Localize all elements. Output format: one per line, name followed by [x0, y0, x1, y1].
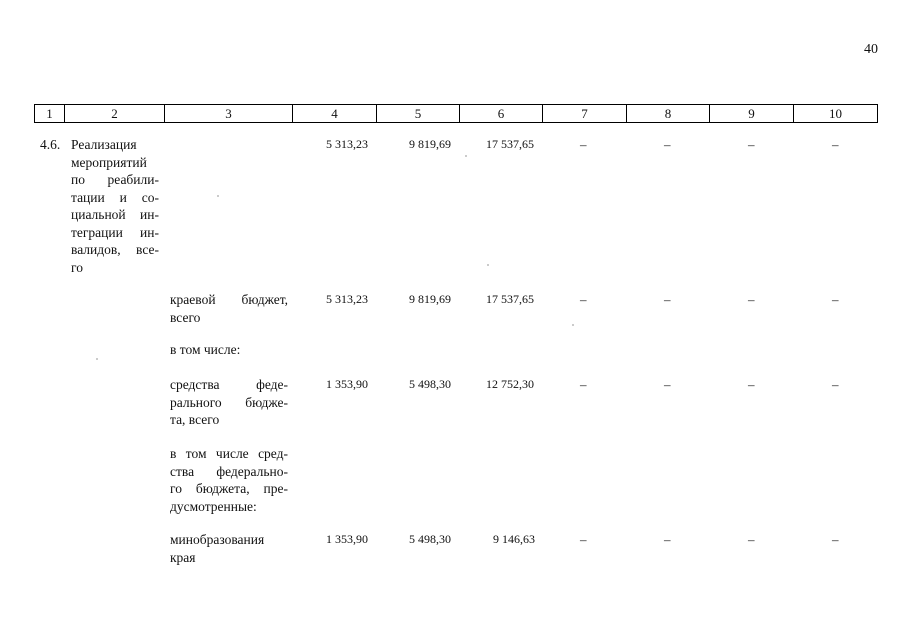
- federal-funds-label: [170, 376, 288, 429]
- row-title-line: тации и со-: [71, 189, 159, 205]
- value-col5: 9 819,69: [409, 292, 451, 306]
- column-header-6: 6: [460, 105, 543, 123]
- value-col6: 17 537,65: [486, 292, 534, 306]
- value-col8: –: [664, 377, 671, 392]
- value-col9: –: [748, 137, 755, 152]
- value-col10: –: [832, 532, 839, 547]
- value-col9: –: [748, 532, 755, 547]
- row-title-line: Реализация: [71, 137, 137, 152]
- budget-label-line: краевой бюджет,: [170, 292, 288, 307]
- scan-speck: [96, 358, 98, 360]
- including-label: в том числе:: [170, 342, 241, 357]
- column-header-3: 3: [165, 105, 293, 123]
- value-col5: 5 498,30: [409, 377, 451, 391]
- value-col8: –: [664, 532, 671, 547]
- federal-funds-label-line: средства феде-: [170, 377, 288, 392]
- value-col10: –: [832, 292, 839, 307]
- row-title-line: теграции ин-: [71, 224, 159, 240]
- scan-speck: [487, 264, 489, 266]
- value-col7: –: [580, 292, 587, 307]
- column-header-8: 8: [627, 105, 710, 123]
- value-col7: –: [580, 532, 587, 547]
- federal-funds-label-line: рального бюдже-: [170, 394, 288, 410]
- column-header-4: 4: [293, 105, 377, 123]
- ministry-education-label-line: края: [170, 549, 196, 565]
- federal-provided-label-line: ства федерально-: [170, 463, 288, 479]
- federal-provided-label: [170, 445, 288, 515]
- value-col4: 5 313,23: [326, 137, 368, 151]
- row-title-line: валидов, все-: [71, 242, 159, 257]
- federal-provided-label-line: дусмотренные:: [170, 498, 257, 514]
- federal-provided-label-line: го бюджета, пре-: [170, 481, 288, 496]
- column-header-5: 5: [377, 105, 460, 123]
- ministry-education-label: [170, 531, 288, 566]
- ministry-education-label-line: минобразования: [170, 532, 265, 547]
- scan-speck: [465, 155, 467, 157]
- value-col9: –: [748, 377, 755, 392]
- row-title-line: мероприятий: [71, 154, 147, 170]
- value-col7: –: [580, 137, 587, 152]
- budget-label-line: всего: [170, 309, 201, 325]
- column-header-2: 2: [65, 105, 165, 123]
- row-title-line: циальной ин-: [71, 207, 159, 222]
- column-header-7: 7: [543, 105, 627, 123]
- value-col5: 5 498,30: [409, 532, 451, 546]
- federal-funds-label-line: та, всего: [170, 412, 220, 427]
- value-col5: 9 819,69: [409, 137, 451, 151]
- row-title: [71, 136, 159, 276]
- budget-label: [170, 291, 288, 326]
- value-col8: –: [664, 292, 671, 307]
- value-col6: 9 146,63: [493, 532, 535, 546]
- column-header-10: 10: [794, 105, 878, 123]
- value-col4: 1 353,90: [326, 532, 368, 546]
- row-title-line: го: [71, 259, 83, 275]
- value-col8: –: [664, 137, 671, 152]
- row-number: 4.6.: [40, 137, 61, 152]
- value-col10: –: [832, 377, 839, 392]
- column-header-1: 1: [35, 105, 65, 123]
- federal-provided-label-line: в том числе сред-: [170, 446, 288, 461]
- page-number: 40: [864, 42, 878, 57]
- value-col10: –: [832, 137, 839, 152]
- column-header-row: [34, 104, 878, 123]
- row-title-line: по реабили-: [71, 172, 159, 187]
- value-col9: –: [748, 292, 755, 307]
- scan-speck: [217, 195, 219, 197]
- column-header-9: 9: [710, 105, 794, 123]
- value-col4: 1 353,90: [326, 377, 368, 391]
- value-col6: 12 752,30: [486, 377, 534, 391]
- value-col7: –: [580, 377, 587, 392]
- value-col6: 17 537,65: [486, 137, 534, 151]
- scan-speck: [572, 324, 574, 326]
- value-col4: 5 313,23: [326, 292, 368, 306]
